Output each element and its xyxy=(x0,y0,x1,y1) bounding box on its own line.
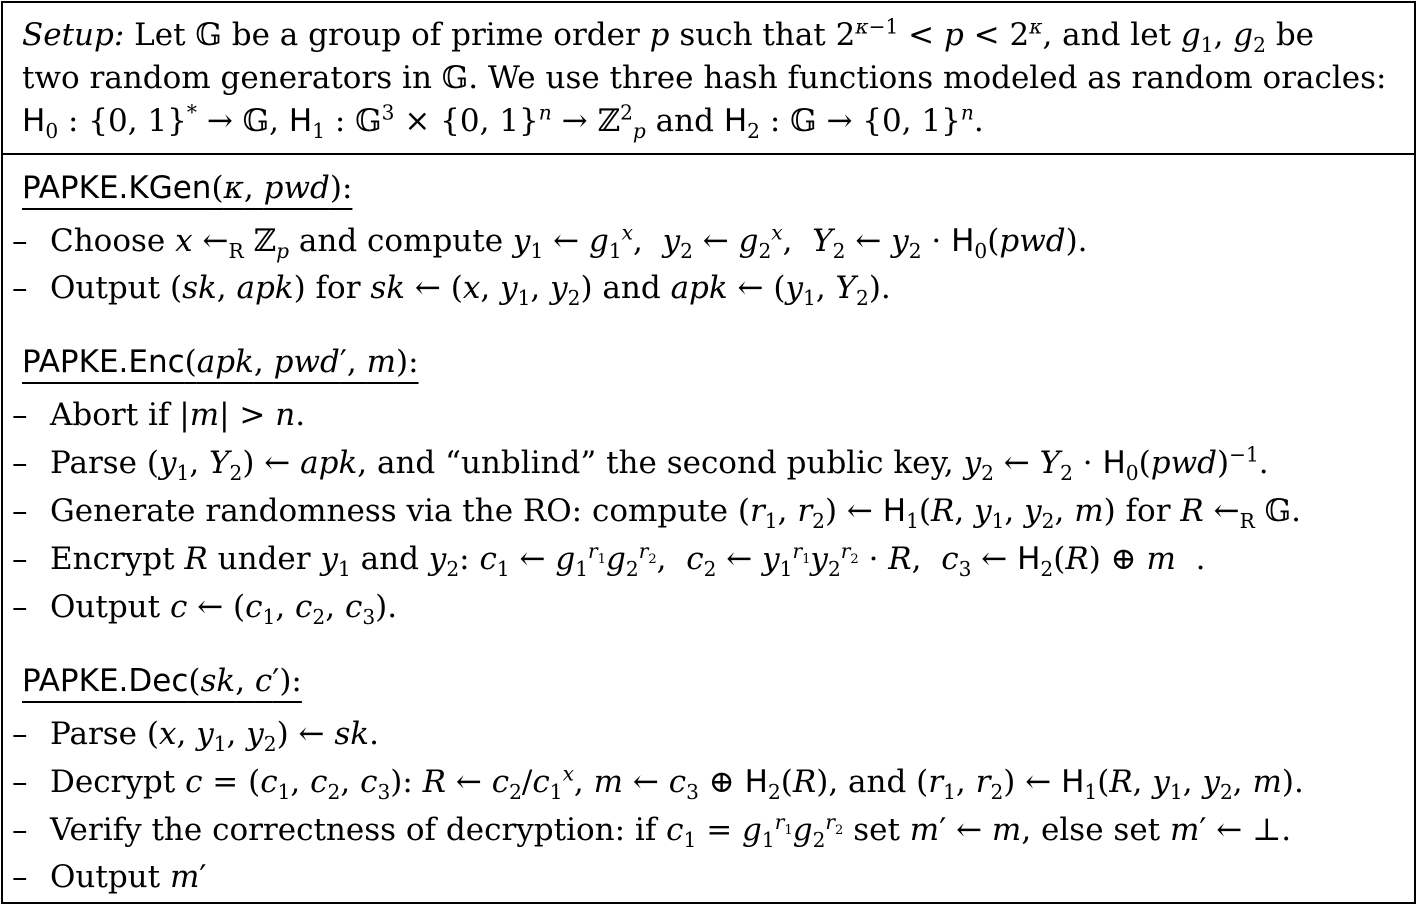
enc-step-1: – Abort if |m| > n. xyxy=(12,397,306,433)
divider-setup xyxy=(1,153,1416,155)
dec-step-3: – Verify the correctness of decryption: if $c_1 = g_1^{r_1}g_2^{r_2}$ set m′ ← m, else set m′ ← ⊥. xyxy=(12,809,1292,853)
kgen-step-1: – Choose x $\leftarrow_R$ ℤ$_p$ and compute $y_1$ ← $g_1^x$, $y_2$ ← $g_2^x$, $Y_2$ ← $y_2 \cdot H_0(pwd)$. xyxy=(12,220,1088,264)
setup-line-2: two random generators in 𝔾. We use three hash functions modeled as random oracles: xyxy=(22,60,1387,96)
kgen-step-2: – Output (sk, apk) for sk ← (x, $y_1$, $y_2$) and apk ← ($y_1$, $Y_2$). xyxy=(12,270,891,311)
enc-title: PAPKE.Enc(apk, pwd′, m): xyxy=(22,344,419,380)
dec-title: PAPKE.Dec(sk, c′): xyxy=(22,663,302,699)
enc-step-4: – Encrypt R under $y_1$ and $y_2$: $c_1$ ← $g_1^{r_1}g_2^{r_2}$, $c_2$ ← $y_1^{r_1}y_2^{r_2} \cdot R$, $c_3$ ← $H_2(R)$ ⊕ m . xyxy=(12,538,1206,582)
dec-step-1: – Parse (x, $y_1$, $y_2$) ← sk. xyxy=(12,716,379,757)
setup-line-1: Setup: Let 𝔾 be a group of prime order p such that $2^{\kappa-1} < p < 2^\kappa$, and let $g_1$, $g_2$ be xyxy=(22,14,1315,58)
setup-label: Setup: xyxy=(22,17,125,53)
enc-step-5: – Output c ← ($c_1$, $c_2$, $c_3$). xyxy=(12,589,398,630)
kgen-title: PAPKE.KGen(κ, pwd): xyxy=(22,170,353,206)
enc-step-3: – Generate randomness via the RO: compute ($r_1$, $r_2$) ← $H_1(R$, $y_1$, $y_2$, m) for R $\leftarrow_R$ 𝔾. xyxy=(12,493,1301,534)
setup-line-3: $H_0$ : {0, 1}* → 𝔾, $H_1$ : 𝔾$^3$ × {0, 1}$^n$ → ℤ$^2_p$ and $H_2$ : 𝔾 → {0, 1}$^n$. xyxy=(22,100,984,144)
enc-step-2: – Parse ($y_1$, $Y_2$) ← apk, and “unblind” the second public key, $y_2$ ← $Y_2 \cdot H_0(pwd)^{-1}$. xyxy=(12,442,1269,486)
dec-step-2: – Decrypt $c = (c_1$, $c_2$, $c_3$): R ← $c_2/c_1^x$, m ← $c_3$ ⊕ $H_2(R)$, and ($r_1$, $r_2$) ← $H_1(R$, $y_1$, $y_2$, m). xyxy=(12,761,1304,805)
dec-step-4: – Output m′ xyxy=(12,859,207,895)
